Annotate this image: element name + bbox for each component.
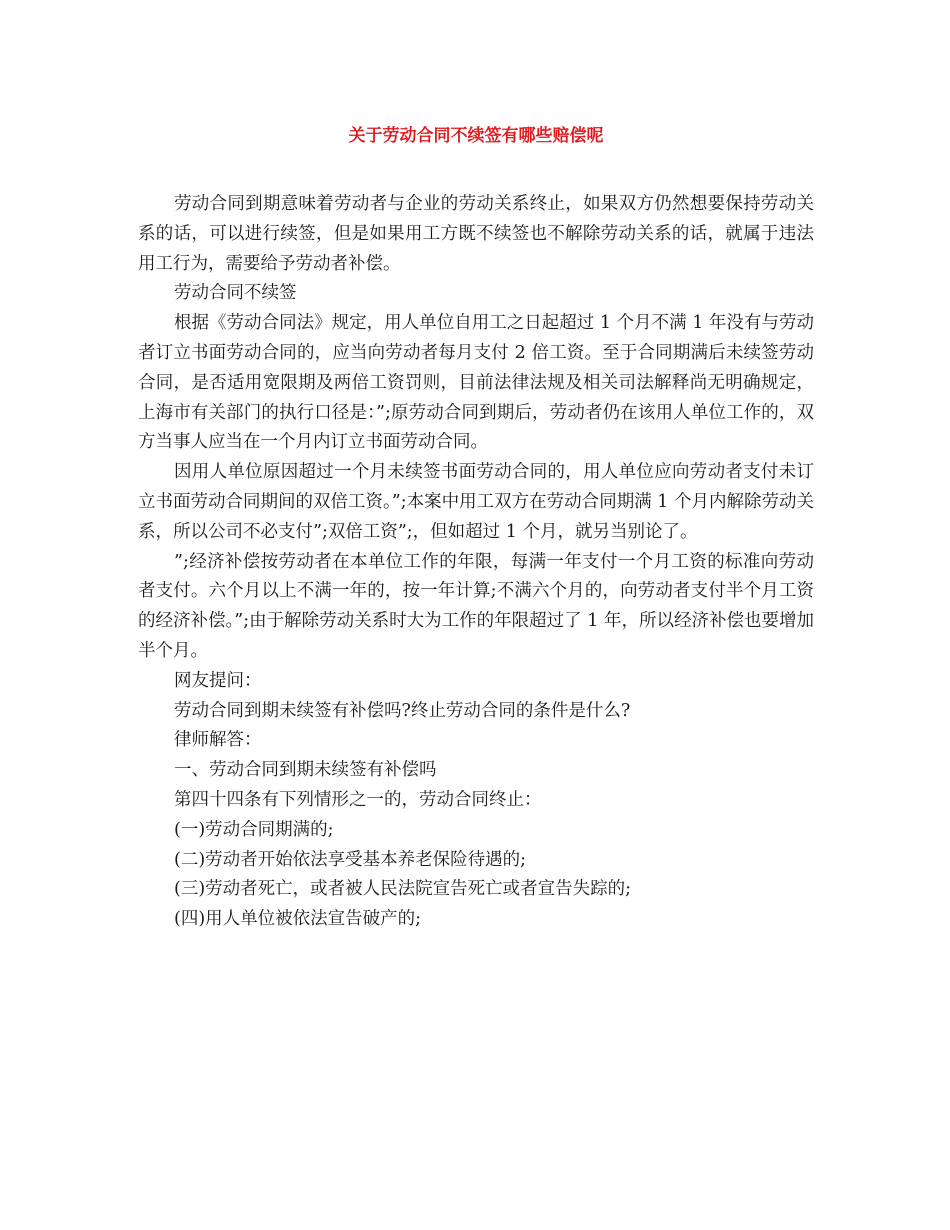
paragraph: 因用人单位原因超过一个月未续签书面劳动合同的，用人单位应向劳动者支付未订立书面劳动合同期间的双倍工资。”;本案中用工双方在劳动合同期满 1 个月内解除劳动关系，所以公司不必支付”;双倍工资”;，但如超过 1 个月，就另当别论了。 (138, 462, 814, 542)
paragraph: 劳动合同不续签 (174, 283, 297, 304)
paragraph: ”;经济补偿按劳动者在本单位工作的年限，每满一年支付一个月工资的标准向劳动者支付。六个月以上不满一年的，按一年计算;不满六个月的，向劳动者支付半个月工资的经济补偿。”;由于解除劳动关系时大为工作的年限超过了 1 年，所以经济补偿也要增加半个月。 (138, 551, 814, 661)
paragraph: 网友提问： (174, 670, 262, 691)
paragraph: (二)劳动者开始依法享受基本养老保险待遇的; (174, 849, 527, 870)
paragraph: 根据《劳动合同法》规定，用人单位自用工之日起超过 1 个月不满 1 年没有与劳动者订立书面劳动合同的，应当向劳动者每月支付 2 倍工资。至于合同期满后未续签劳动合同，是否适用宽限期及两倍工资罚则，目前法律法规及相关司法解释尚无明确规定，上海市有关部门的执行口径是：”;原劳动合同到期后，劳动者仍在该用人单位工作的，双方当事人应当在一个月内订立书面劳动合同。 (138, 313, 814, 453)
document-title: 关于劳动合同不续签有哪些赔偿呢 (348, 126, 604, 146)
document-page (138, 0, 814, 1230)
paragraph: (一)劳动合同期满的; (174, 819, 334, 840)
paragraph: (四)用人单位被依法宣告破产的; (174, 909, 422, 930)
paragraph: 劳动合同到期未续签有补偿吗?终止劳动合同的条件是什么? (174, 700, 631, 721)
paragraph: 第四十四条有下列情形之一的，劳动合同终止： (174, 789, 542, 810)
document-body (138, 190, 814, 935)
paragraph: 劳动合同到期意味着劳动者与企业的劳动关系终止，如果双方仍然想要保持劳动关系的话，可以进行续签，但是如果用工方既不续签也不解除劳动关系的话，就属于违法用工行为，需要给予劳动者补偿。 (138, 194, 814, 274)
paragraph: (三)劳动者死亡，或者被人民法院宣告死亡或者宣告失踪的; (174, 879, 632, 900)
paragraph: 律师解答： (174, 730, 262, 751)
paragraph: 一、劳动合同到期未续签有补偿吗 (174, 760, 437, 781)
